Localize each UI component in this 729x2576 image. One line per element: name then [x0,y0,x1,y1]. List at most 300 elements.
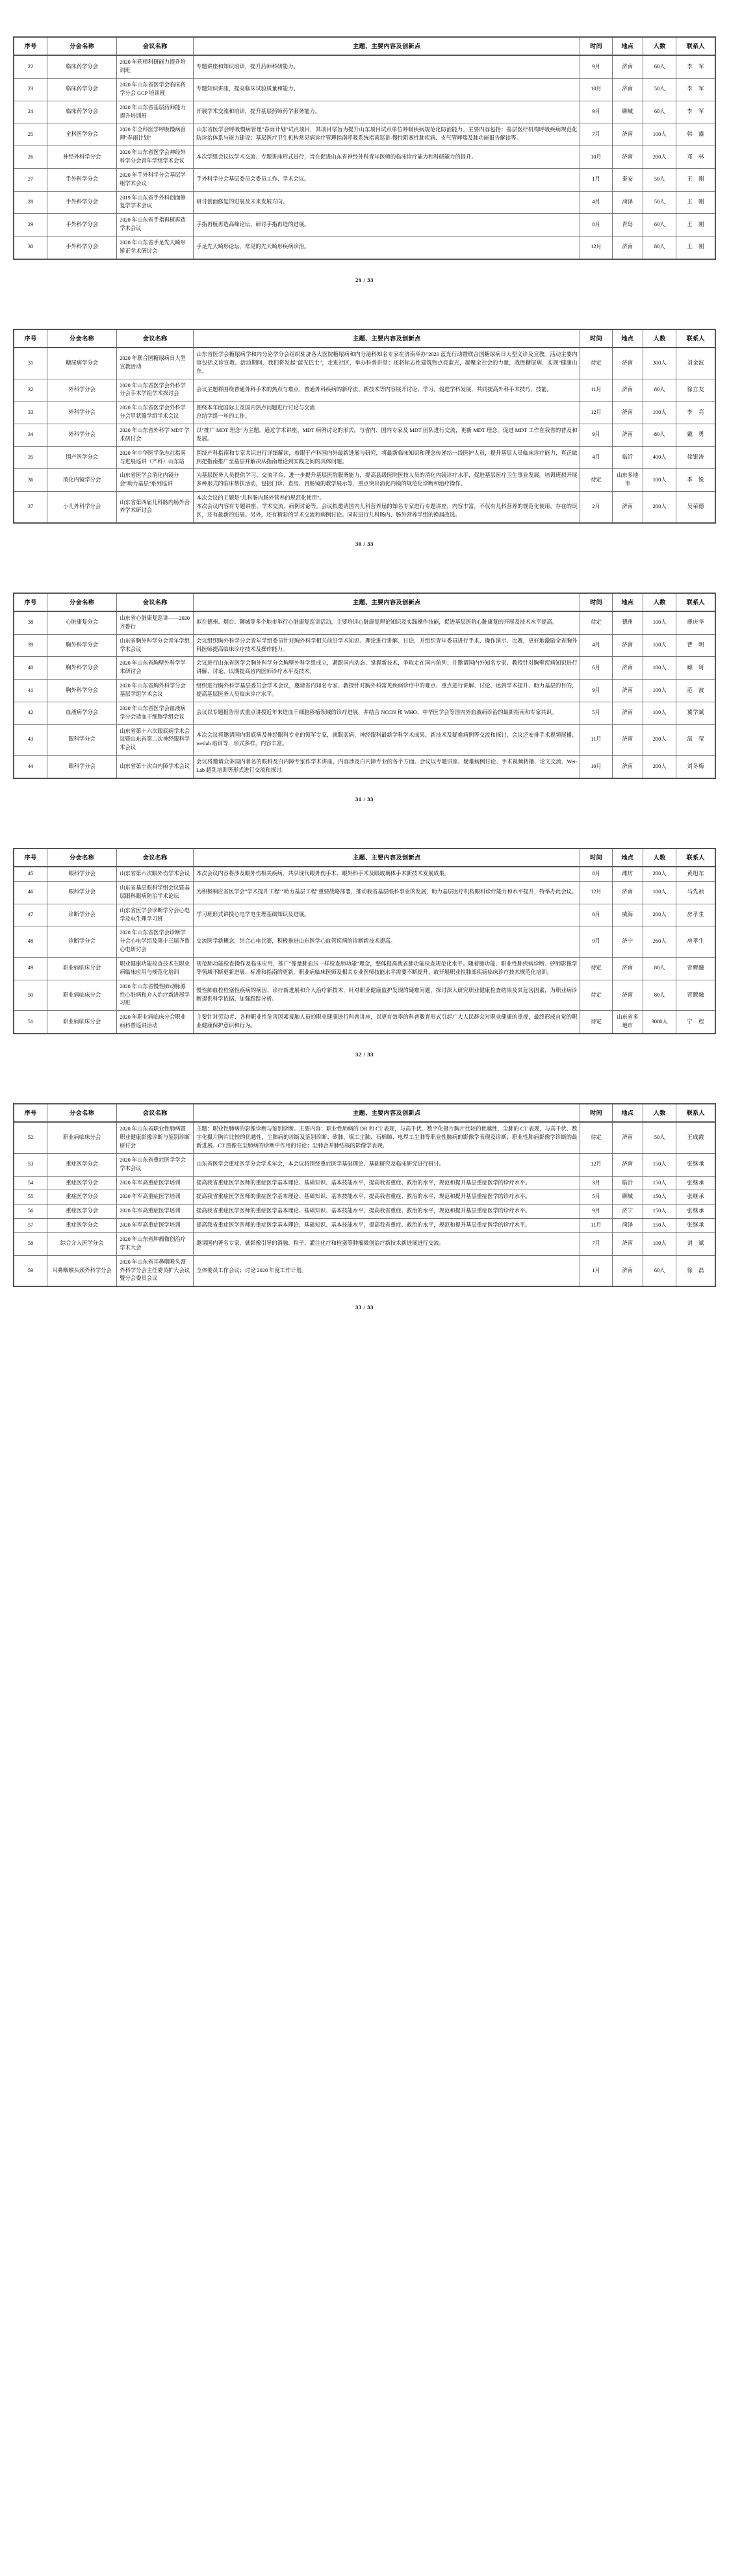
col-contact-cell: 王 刚 [676,168,715,191]
table-row [14,191,715,214]
col-contact-cell: 李 亮 [676,402,715,424]
col-branch-name-cell: 眼科学分会 [47,867,116,881]
col-attendance-cell: 150人 [643,1153,676,1176]
col-index-header: 序号 [14,329,47,348]
col-branch-name-cell: 血液病学分会 [47,702,116,724]
col-contact-cell: 鹿庆华 [676,611,715,634]
col-attendance-cell: 150人 [643,1219,676,1233]
col-contact-cell: 王 刚 [676,236,715,259]
col-meeting-name-cell: 2020 年山东省医学会诊断学分会心电学组及第十三届齐鲁心电研讨会 [117,926,194,958]
col-attendance-cell: 50人 [643,191,676,214]
col-branch-name-cell: 职业病临床分会 [47,1122,116,1153]
col-contact-cell: 刘冬梅 [676,756,715,778]
col-location-cell: 济南 [612,402,643,424]
col-attendance-cell: 200人 [643,756,676,778]
col-branch-name-cell: 手外科学分会 [47,168,116,191]
col-contact-cell: 黄旭东 [676,867,715,881]
col-location-cell: 济南 [612,492,643,523]
col-theme-content-cell: 拟在德州、烟台、聊城等多个地市举行心脏康复巡讲活动，主要培训心脏康复理论知识及实践操作技能，促进基层医院心脏康复的开展及技术水平提高。 [194,611,580,634]
col-location-header: 地点 [612,848,643,867]
col-contact-cell: 房孝生 [676,904,715,926]
table-body [14,1122,715,1286]
col-location-cell: 济宁 [612,926,643,958]
col-attendance-cell: 100人 [643,680,676,702]
col-meeting-name-cell: 山东省第四届儿科肠内肠外营养学术研讨会 [117,492,194,523]
col-branch-name-cell: 临床药学分会 [47,55,116,78]
col-location-cell: 济南 [612,957,643,980]
col-location-cell: 济南 [612,78,643,101]
col-meeting-name-header: 会议名称 [117,37,194,55]
col-meeting-name-cell: 2020 年山东省手足先天畸形矫正学术研讨会 [117,236,194,259]
col-time-cell: 9月 [580,101,612,123]
table-row [14,446,715,469]
col-attendance-cell: 100人 [643,657,676,680]
document-page [0,0,729,283]
col-meeting-name-cell: 2020 年联合国糖尿病日大型宣教活动 [117,348,194,379]
col-attendance-cell: 200人 [643,724,676,756]
col-index-cell: 51 [14,1011,47,1034]
col-index-cell: 33 [14,402,47,424]
col-index-cell: 57 [14,1219,47,1233]
col-branch-name-cell: 职业病临床分会 [47,980,116,1011]
col-attendance-cell: 100人 [643,469,676,492]
col-contact-cell: 徐立友 [676,379,715,402]
col-contact-cell: 温 莹 [676,724,715,756]
table-row [14,1219,715,1233]
col-location-header: 地点 [612,37,643,55]
col-index-header: 序号 [14,1104,47,1122]
table-row [14,123,715,146]
col-contact-cell: 张继承 [676,1205,715,1219]
col-theme-content-header: 主题、主要内容及创新点 [194,848,580,867]
col-branch-name-cell: 外科学分会 [47,379,116,402]
col-branch-name-cell: 围产医学分会 [47,446,116,469]
col-location-cell: 济南 [612,1255,643,1286]
col-index-cell: 44 [14,756,47,778]
col-location-cell: 临沂 [612,1176,643,1190]
col-contact-cell: 张继承 [676,1190,715,1205]
col-attendance-cell: 80人 [643,236,676,259]
col-meeting-name-cell: 2020 年山东省医学会神经外科学分会青年学组学术会议 [117,146,194,169]
col-meeting-name-cell: 山东省胸外科学分会青年学组学术会议 [117,634,194,657]
page-number: 32 / 33 [355,1051,374,1058]
col-location-cell: 聊城 [612,1190,643,1205]
col-theme-content-cell: 会议主题将围绕普通外科手术的热点与难点、普通外科疾病的新疗法、新技术等内容展开讨论、学习，促进学科发展，共同提高外科手术技巧、技能。 [194,379,580,402]
col-theme-content-cell: 以"推广 MDT 理念"为主题，通过学术讲座、MDT 病例讨论的形式，与省内、国内专家及 MDT 团队进行交流，更新 MDT 理念，促进 MDT 工作在我省的普及和发展。 [194,424,580,446]
col-time-cell: 3月 [580,1176,612,1190]
col-location-cell: 济南 [612,55,643,78]
col-meeting-name-header: 会议名称 [117,593,194,611]
col-attendance-header: 人数 [643,848,676,867]
col-theme-content-cell: 研讨创面修复的进展及未来发展方向。 [194,191,580,214]
col-location-header: 地点 [612,1104,643,1122]
col-time-cell: 12月 [580,881,612,904]
col-branch-name-cell: 手外科学分会 [47,214,116,236]
col-time-header: 时间 [580,1104,612,1122]
col-contact-cell: 王成霞 [676,1122,715,1153]
col-contact-cell: 菅瞭融 [676,980,715,1011]
col-index-cell: 58 [14,1232,47,1255]
col-location-cell: 济南 [612,348,643,379]
col-time-cell: 12月 [580,236,612,259]
col-location-cell: 临沂 [612,446,643,469]
table-row [14,611,715,634]
col-index-cell: 37 [14,492,47,523]
col-index-cell: 25 [14,123,47,146]
col-meeting-name-cell: 2020 年山东省医学会外科学分会手术学组学术探讨会 [117,379,194,402]
col-attendance-header: 人数 [643,593,676,611]
col-attendance-cell: 200人 [643,904,676,926]
col-meeting-name-cell: 山东省第六次眼外伤学术会议 [117,867,194,881]
col-attendance-cell: 60人 [643,1255,676,1286]
table-row [14,957,715,980]
col-theme-content-cell: 围绕产科指南和专家共识进行详细解读，着眼于产科国内外最新进展与研究，将最新临床知识和理念传递给一线医护人员，提升基层人员临床诊疗能力，真正做到把指南推广至基层并解决从指南理论到实践之间的具体问题。 [194,446,580,469]
col-location-cell: 青岛 [612,214,643,236]
table-row [14,168,715,191]
col-branch-name-cell: 心脏康复分会 [47,611,116,634]
col-time-cell: 10月 [580,78,612,101]
col-time-cell: 9月 [580,55,612,78]
table-row [14,1205,715,1219]
col-contact-cell: 张继承 [676,1176,715,1190]
col-branch-name-cell: 手外科学分会 [47,236,116,259]
col-meeting-name-cell: 2019 年山东省手外科创面修复学学术会议 [117,191,194,214]
table-row [14,1255,715,1286]
col-branch-name-cell: 胸外科学分会 [47,634,116,657]
col-contact-cell: 王 刚 [676,191,715,214]
col-theme-content-cell: 本次会议的主题是"儿科肠内肠外营养的规范化使用"。 本次会议内容有专题讲座、学术交流、病例讨论等。会议拟邀请国内儿科营养届的知名专家进行专题讲座，内容丰富，不仅有儿科营养的规范化使用，存在的误区，还有最新的进展。另外，还有精彩的学术交流和病例讨论。同时进行儿科肠内、肠外营养学组的换届改选。 [194,492,580,523]
col-branch-name-cell: 外科学分会 [47,424,116,446]
col-contact-header: 联系人 [676,37,715,55]
col-theme-content-cell: 手足先天畸形论坛，常见的先天畸形疾病诊治。 [194,236,580,259]
col-meeting-name-cell: 2020 年山东省胸壁外科学学术研讨会 [117,657,194,680]
col-theme-content-cell: 专题讲座和知识培训，提升药师科研能力。 [194,55,580,78]
col-theme-content-cell: 本次学组会议以学术交流、专题讲座形式进行，旨在促进山东省神经外科青年医师的临床诊疗能力和科研能力的提升。 [194,146,580,169]
col-branch-name-cell: 诊断学分会 [47,904,116,926]
col-time-header: 时间 [580,329,612,348]
col-meeting-name-cell: 2020 年药师科研能力提升培训班 [117,55,194,78]
col-location-cell: 威海 [612,904,643,926]
col-time-cell: 8月 [580,904,612,926]
table-row [14,492,715,523]
col-attendance-cell: 150人 [643,1176,676,1190]
col-branch-name-cell: 神经外科学分会 [47,146,116,169]
col-location-cell: 聊城 [612,101,643,123]
page-number: 33 / 33 [355,1304,374,1311]
col-attendance-cell: 50人 [643,1122,676,1153]
col-index-cell: 52 [14,1122,47,1153]
col-attendance-cell: 100人 [643,1232,676,1255]
col-contact-cell: 徐银涛 [676,446,715,469]
col-contact-cell: 李 军 [676,101,715,123]
col-location-cell: 济南 [612,146,643,169]
col-contact-header: 联系人 [676,1104,715,1122]
col-theme-content-cell: 会议组织胸外科学分会青年学组委员针对胸外科学相关前沿学术知识、理论进行讲解、讨论，并组织青年委员进行手术、操作演示、比赛，更好地激励全省胸外科医师提高临床诊疗技术及操作能力。 [194,634,580,657]
col-meeting-name-cell: 山东省第十六次眼底病学术会议暨山东省第二次神经眼科学术会议 [117,724,194,756]
page-number: 29 / 33 [355,276,374,283]
col-theme-content-cell: 专题知识讲座，提高临床试验质量和能力。 [194,78,580,101]
table-row [14,402,715,424]
col-index-cell: 39 [14,634,47,657]
page-top-margin [13,283,716,329]
page-top-margin [13,547,716,593]
col-time-cell: 9月 [580,1205,612,1219]
col-time-cell: 1月 [580,168,612,191]
col-time-cell: 7月 [580,123,612,146]
col-location-cell: 山东省多地市 [612,1011,643,1034]
conference-schedule-table [13,36,716,260]
col-index-cell: 59 [14,1255,47,1286]
col-contact-cell: 马先祯 [676,881,715,904]
col-theme-content-cell: 山东省医学会糖尿病学和内分泌学分会组织驻济各大医院糖尿病和内分泌科知名专家在济南举办"2020 蓝光行动暨联合国糖尿病日大型义诊及宣教。活动主要内容包括义诊宣教、活动期间，我们将发起"蓝光巴士"，走进社区，举办科普讲堂；还将标志性建筑物点亮蓝光，凝聚全社会的力量，战胜糖尿病，实现"健康山东。 [194,348,580,379]
col-meeting-name-cell: 2020 年军高重症医学培训 [117,1205,194,1219]
col-index-cell: 24 [14,101,47,123]
col-theme-content-cell: 本次会议将邀请国内眼底病及神经眼科专业的领军专家，就眼底病、神经眼科最新学科学术成果、新技术及疑难病例等交流和探讨，会议还安排手术视频展播、wetlab 培训等，形式多样，内容丰富。 [194,724,580,756]
col-meeting-name-cell: 2020 年山东省肿瘤微创治疗学术大会 [117,1232,194,1255]
col-contact-cell: 曹 明 [676,634,715,657]
col-index-cell: 32 [14,379,47,402]
col-index-cell: 29 [14,214,47,236]
col-theme-content-cell: 邀请国内著名专家，就影像引导的消融、粒子、灌注化疗和栓塞等肿瘤微创治疗新技术新进展进行交流。 [194,1232,580,1255]
col-index-cell: 54 [14,1176,47,1190]
col-index-cell: 48 [14,926,47,958]
col-branch-name-cell: 职业病临床分会 [47,957,116,980]
col-time-cell: 待定 [580,1011,612,1034]
document-page [0,802,729,1058]
col-attendance-header: 人数 [643,1104,676,1122]
col-time-cell: 2月 [580,492,612,523]
table-body [14,55,715,259]
table-row [14,214,715,236]
col-location-header: 地点 [612,593,643,611]
col-branch-name-header: 分会名称 [47,848,116,867]
header-row [14,1104,715,1122]
col-index-cell: 35 [14,446,47,469]
table-row [14,904,715,926]
table-header [14,848,715,867]
col-time-cell: 5月 [580,1190,612,1205]
table-row [14,469,715,492]
col-index-cell: 42 [14,702,47,724]
col-attendance-cell: 80人 [643,424,676,446]
col-meeting-name-cell: 山东省医学会消化内镜分会"助力基层"系列巡讲 [117,469,194,492]
col-time-header: 时间 [580,37,612,55]
col-location-cell: 济南 [612,657,643,680]
col-theme-content-cell: 手指再植再造高峰论坛，研讨手指再造的进展。 [194,214,580,236]
page-top-margin [13,0,716,36]
col-meeting-name-cell: 2020 年山东省基层药师能力提升培训班 [117,101,194,123]
table-row [14,55,715,78]
col-branch-name-cell: 临床药学分会 [47,101,116,123]
table-body [14,611,715,778]
col-time-cell: 10月 [580,756,612,778]
col-theme-content-cell: 规范肺功能检查操作及临床应用，推广"像量肺血压一样检查肺功能"理念，整体提高我省肺功能检查规范化水平。随着肺功能、职业性肺疾病诊断、矽肺影像学等领域不断更新进展、标准和指南的更新，职业病临床医师及相关专业医师技能水平需要不断提升，故开展职业性肺部疾病临床诊疗技术规范化培训。 [194,957,580,980]
col-location-cell: 济南 [612,756,643,778]
col-theme-content-cell: 围绕本年度国际上及国内热点问题进行讨论与交流 总结学组一年的工作。 [194,402,580,424]
col-meeting-name-cell: 2020 年山东省职业性肺病暨职业健康影像诊断与鉴别诊断研讨会 [117,1122,194,1153]
col-index-cell: 22 [14,55,47,78]
col-meeting-name-cell: 2020 年山东省重症医学学会学术会议 [117,1153,194,1176]
col-time-cell: 9月 [580,424,612,446]
col-attendance-header: 人数 [643,329,676,348]
col-index-cell: 41 [14,680,47,702]
header-row [14,37,715,55]
col-attendance-cell: 200人 [643,867,676,881]
col-branch-name-cell: 小儿外科学分会 [47,492,116,523]
col-attendance-cell: 100人 [643,881,676,904]
col-theme-content-cell: 主要针对劳动者、各种职业性危害因素接触人员的职业健康进行科普讲座，以更有效率的科普教育形式引起广大人民群众对职业健康的重视，最终形成自觉的职业健康保护意识和行为。 [194,1011,580,1034]
table-row [14,657,715,680]
col-attendance-cell: 60人 [643,214,676,236]
col-branch-name-header: 分会名称 [47,1104,116,1122]
col-meeting-name-header: 会议名称 [117,1104,194,1122]
col-meeting-name-cell: 2020 年职业病临床分会职业病科普巡讲活动 [117,1011,194,1034]
col-index-cell: 34 [14,424,47,446]
col-index-cell: 46 [14,881,47,904]
col-branch-name-cell: 眼科学分会 [47,756,116,778]
col-meeting-name-cell: 2020 年全科医学呼吸慢病管理"春雨计划" [117,123,194,146]
col-branch-name-cell: 重症医学分会 [47,1153,116,1176]
col-attendance-cell: 80人 [643,980,676,1011]
col-location-cell: 泰安 [612,168,643,191]
col-time-cell: 待定 [580,611,612,634]
col-theme-content-cell: 提高我省重症医学医师的重症医学基本理论、基础知识、基本技能水平，提高我省重症、救治的水平，规范和提升基层重症医学的诊疗水平。 [194,1205,580,1219]
col-location-cell: 济南 [612,236,643,259]
document-page [0,547,729,802]
col-index-cell: 43 [14,724,47,756]
col-location-cell: 济南 [612,980,643,1011]
col-meeting-name-cell: 2020 年山东省慢性肺动脉源性心脏病和介入治疗新进展学习班 [117,980,194,1011]
col-meeting-name-cell: 山东省基层眼科学组会议暨基层眼科眼病防治学术论坛 [117,881,194,904]
document-page [0,283,729,547]
table-row [14,1011,715,1034]
col-branch-name-cell: 胸外科学分会 [47,680,116,702]
page-number: 30 / 33 [355,540,374,547]
col-attendance-cell: 100人 [643,634,676,657]
col-index-cell: 26 [14,146,47,169]
col-index-cell: 28 [14,191,47,214]
col-time-cell: 待定 [580,1122,612,1153]
col-time-cell: 4月 [580,634,612,657]
col-meeting-name-cell: 2020 年山东省医学会临床药学分会 GCP 培训班 [117,78,194,101]
table-row [14,1153,715,1176]
col-time-header: 时间 [580,593,612,611]
col-contact-cell: 菅瞭融 [676,957,715,980]
col-branch-name-cell: 重症医学分会 [47,1190,116,1205]
col-contact-cell: 戴 勇 [676,424,715,446]
col-contact-cell: 邓 林 [676,146,715,169]
table-row [14,78,715,101]
col-branch-name-cell: 糖尿病学分会 [47,348,116,379]
table-row [14,424,715,446]
col-meeting-name-cell: 2020 年山东省医学会外科学分会甲状腺学组学术会议 [117,402,194,424]
table-header [14,593,715,611]
col-index-cell: 31 [14,348,47,379]
col-index-cell: 40 [14,657,47,680]
col-meeting-name-cell: 2020 年山东省医学会血液病学分会造血干细胞学组会议 [117,702,194,724]
col-theme-content-cell: 山东省医学会呼吸慢病管理"春雨计划"试点项目，其项目宗旨为提升山东项目试点单位呼吸疾病规范化防治能力。主要内容包括：基层医疗机构呼吸疾病规范化防诊治体系与能力建设；基层医疗卫生机构常见病诊疗管理指南呼吸系统指南巡讲-慢性阻塞性肺疾病、支气管哮喘及肺功能报告解读等。 [194,123,580,146]
col-meeting-name-cell: 2020 年军高重症医学培训 [117,1219,194,1233]
col-attendance-cell: 60人 [643,101,676,123]
table-row [14,634,715,657]
page-top-margin [13,1058,716,1103]
col-contact-header: 联系人 [676,329,715,348]
col-contact-cell: 张继承 [676,1219,715,1233]
table-row [14,680,715,702]
col-location-cell: 济宁 [612,1205,643,1219]
col-branch-name-cell: 职业病临床分会 [47,1011,116,1034]
conference-schedule-table [13,848,716,1034]
col-attendance-cell: 300人 [643,348,676,379]
col-time-cell: 11月 [580,1219,612,1233]
col-branch-name-cell: 综合介入医学分会 [47,1232,116,1255]
col-contact-cell: 刘金波 [676,348,715,379]
col-theme-content-cell: 提高我省重症医学医师的重症医学基本理论、基础知识、基本技能水平，提高我省重症、救治的水平，规范和提升基层重症医学的诊疗水平。 [194,1219,580,1233]
col-branch-name-cell: 眼科学分会 [47,881,116,904]
col-contact-header: 联系人 [676,593,715,611]
col-location-cell: 菏泽 [612,1219,643,1233]
col-attendance-cell: 100人 [643,402,676,424]
col-theme-content-cell: 会议将邀请众多国内著名的眼科及白内障专家作学术讲座，内容涉及白内障专业的各个方面。会议以专题讲座、疑难病例讨论、手术视频转播、论文交流、Wet-Lab 超乳培训等形式进行交流和探讨。 [194,756,580,778]
col-contact-cell: 徐 磊 [676,1255,715,1286]
col-branch-name-cell: 重症医学分会 [47,1176,116,1190]
col-location-cell: 济南 [612,123,643,146]
col-location-cell: 山东多地市 [612,469,643,492]
col-contact-cell: 韩 露 [676,123,715,146]
header-row [14,593,715,611]
table-row [14,1176,715,1190]
col-location-cell: 济南 [612,634,643,657]
col-time-cell: 4月 [580,191,612,214]
col-contact-cell: 刘 斌 [676,1232,715,1255]
col-contact-header: 联系人 [676,848,715,867]
conference-schedule-table [13,329,716,524]
col-index-cell: 38 [14,611,47,634]
col-theme-content-header: 主题、主要内容及创新点 [194,329,580,348]
col-theme-content-cell: 为积极响应省医学会"学术提升工程""助力基层工程"重要战略部署，推动我省基层眼科事业的发展，助力基层医疗机构眼科诊疗能力和水平提升，特举办此会议。 [194,881,580,904]
col-index-cell: 27 [14,168,47,191]
col-theme-content-header: 主题、主要内容及创新点 [194,1104,580,1122]
col-meeting-name-header: 会议名称 [117,848,194,867]
col-branch-name-cell: 消化内镜学分会 [47,469,116,492]
col-index-cell: 45 [14,867,47,881]
col-contact-cell: 宁 程 [676,1011,715,1034]
col-meeting-name-cell: 2020 年军高重症医学培训 [117,1176,194,1190]
col-attendance-cell: 150人 [643,1190,676,1205]
col-location-cell: 潍坊 [612,867,643,881]
col-index-cell: 30 [14,236,47,259]
col-branch-name-cell: 胸外科学分会 [47,657,116,680]
col-time-cell: 4月 [580,446,612,469]
col-theme-content-cell: 组织进行胸外科学基层委员会学术会议，邀请省内知名专家、教授针对胸外科常见疾病诊疗中的难点、重点进行讲解、讨论，达到学术提升、助力基层的目的，提高基层医务人员临床诊疗水平。 [194,680,580,702]
conference-schedule-table [13,1103,716,1287]
col-time-cell: 8月 [580,867,612,881]
col-attendance-cell: 80人 [643,379,676,402]
col-location-header: 地点 [612,329,643,348]
col-branch-name-header: 分会名称 [47,37,116,55]
col-time-cell: 9月 [580,680,612,702]
col-attendance-cell: 50人 [643,78,676,101]
table-row [14,702,715,724]
col-index-header: 序号 [14,37,47,55]
col-meeting-name-header: 会议名称 [117,329,194,348]
col-time-cell: 7月 [580,1232,612,1255]
table-body [14,348,715,523]
header-row [14,329,715,348]
col-index-header: 序号 [14,593,47,611]
col-theme-content-cell: 交流医学新概念，结合心电比赛，积极推进山东医学心血管疾病的诊断新技术提高。 [194,926,580,958]
col-time-cell: 待定 [580,980,612,1011]
